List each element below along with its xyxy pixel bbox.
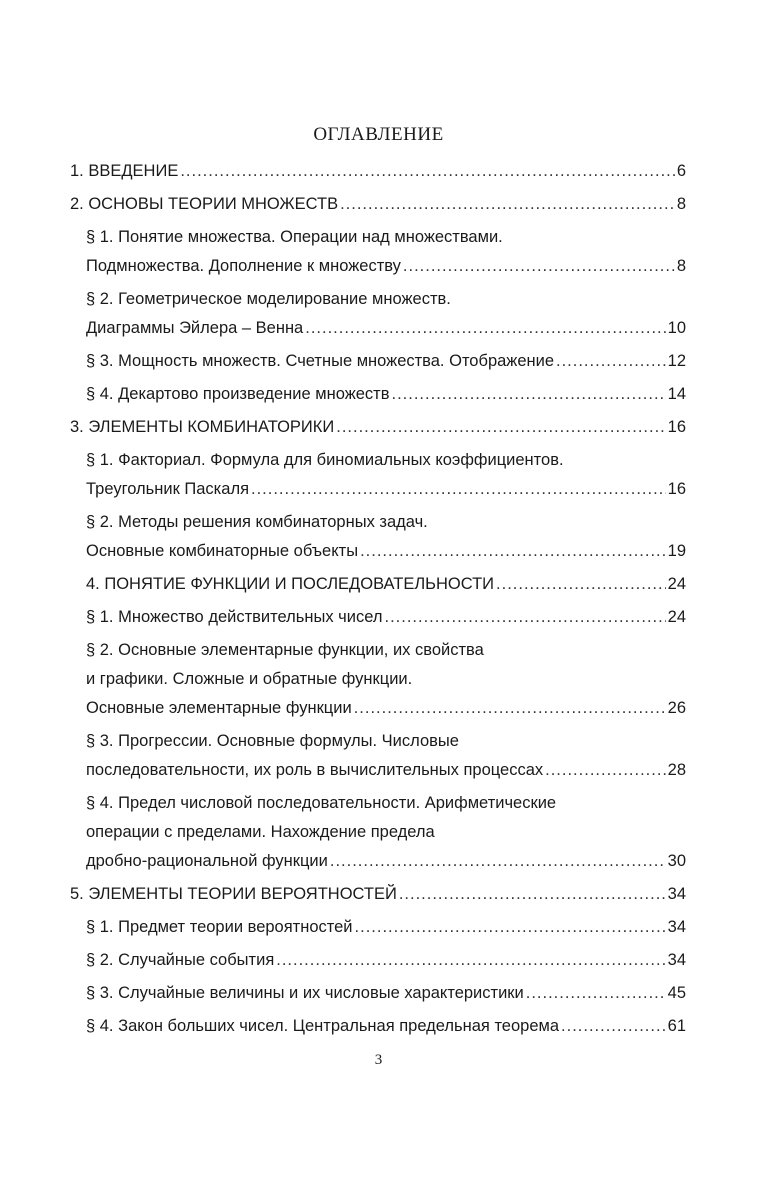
toc-entry-line: операции с пределами. Нахождение предела bbox=[86, 823, 435, 841]
dot-leader bbox=[545, 756, 666, 785]
dot-leader bbox=[305, 314, 665, 343]
dot-leader bbox=[399, 880, 666, 909]
toc-entry-line: § 4. Предел числовой последовательности. Арифметические bbox=[86, 794, 557, 812]
toc-entry-page: 12 bbox=[667, 352, 686, 370]
toc-entry[interactable] bbox=[70, 380, 686, 409]
toc-entry[interactable] bbox=[70, 223, 686, 281]
toc-entry-title: § 4. Декартово произведение множеств bbox=[86, 385, 390, 403]
toc-entry[interactable] bbox=[70, 190, 686, 219]
toc-entry-title: последовательности, их роль в вычислительных процессах bbox=[86, 761, 544, 779]
dot-leader bbox=[526, 979, 666, 1008]
dot-leader bbox=[561, 1012, 666, 1041]
toc-entry[interactable] bbox=[70, 157, 686, 186]
toc-entry-page: 24 bbox=[667, 608, 686, 626]
toc-entry-title: Подмножества. Дополнение к множеству bbox=[86, 257, 401, 275]
page-title: ОГЛАВЛЕНИЕ bbox=[313, 124, 444, 145]
toc-entry-title: 5. ЭЛЕМЕНТЫ ТЕОРИИ ВЕРОЯТНОСТЕЙ bbox=[70, 885, 397, 903]
dot-leader bbox=[180, 157, 674, 186]
dot-leader bbox=[355, 913, 666, 942]
toc-entry-page: 61 bbox=[667, 1017, 686, 1035]
table-of-contents bbox=[70, 157, 686, 1041]
dot-leader bbox=[392, 380, 666, 409]
dot-leader bbox=[330, 847, 666, 876]
dot-leader bbox=[336, 413, 665, 442]
toc-entry-page: 30 bbox=[667, 852, 686, 870]
dot-leader bbox=[276, 946, 665, 975]
dot-leader bbox=[354, 694, 666, 723]
toc-entry-title: Диаграммы Эйлера – Венна bbox=[86, 319, 304, 337]
dot-leader bbox=[340, 190, 675, 219]
dot-leader bbox=[496, 570, 666, 599]
dot-leader bbox=[251, 475, 666, 504]
toc-entry-title: § 3. Случайные величины и их числовые характеристики bbox=[86, 984, 524, 1002]
toc-entry-page: 8 bbox=[676, 195, 686, 213]
toc-entry-title: 1. ВВЕДЕНИЕ bbox=[70, 162, 179, 180]
toc-entry-title: 2. ОСНОВЫ ТЕОРИИ МНОЖЕСТВ bbox=[70, 195, 339, 213]
toc-entry-page: 16 bbox=[667, 480, 686, 498]
toc-entry-page: 45 bbox=[667, 984, 686, 1002]
toc-entry-line: § 2. Геометрическое моделирование множеств. bbox=[86, 290, 451, 308]
toc-entry[interactable] bbox=[70, 979, 686, 1008]
toc-entry[interactable] bbox=[70, 285, 686, 343]
toc-entry[interactable] bbox=[70, 789, 686, 876]
toc-entry[interactable] bbox=[70, 880, 686, 909]
toc-entry-page: 26 bbox=[667, 699, 686, 717]
toc-entry-page: 14 bbox=[667, 385, 686, 403]
toc-entry-page: 8 bbox=[676, 257, 686, 275]
toc-entry-title: Основные комбинаторные объекты bbox=[86, 542, 359, 560]
toc-entry[interactable] bbox=[70, 1012, 686, 1041]
toc-entry-page: 16 bbox=[667, 418, 686, 436]
toc-entry-page: 28 bbox=[667, 761, 686, 779]
toc-entry-page: 34 bbox=[667, 918, 686, 936]
dot-leader bbox=[403, 252, 675, 281]
toc-entry-page: 34 bbox=[667, 885, 686, 903]
toc-entry-title: Треугольник Паскаля bbox=[86, 480, 250, 498]
toc-entry-title: § 2. Случайные события bbox=[86, 951, 275, 969]
dot-leader bbox=[556, 347, 666, 376]
toc-entry-title: § 3. Мощность множеств. Счетные множества. Отображение bbox=[86, 352, 555, 370]
toc-entry[interactable] bbox=[70, 727, 686, 785]
toc-entry-page: 34 bbox=[667, 951, 686, 969]
toc-entry-line: § 2. Методы решения комбинаторных задач. bbox=[86, 513, 428, 531]
toc-entry-line: и графики. Сложные и обратные функции. bbox=[86, 670, 413, 688]
toc-entry-title: дробно-рациональной функции bbox=[86, 852, 328, 870]
toc-entry-title: § 4. Закон больших чисел. Центральная предельная теорема bbox=[86, 1017, 560, 1035]
toc-entry-line: § 2. Основные элементарные функции, их свойства bbox=[86, 641, 484, 659]
toc-entry[interactable] bbox=[70, 413, 686, 442]
toc-entry[interactable] bbox=[70, 913, 686, 942]
toc-entry-title: § 1. Множество действительных чисел bbox=[86, 608, 383, 626]
toc-entry-title: § 1. Предмет теории вероятностей bbox=[86, 918, 353, 936]
toc-entry[interactable] bbox=[70, 446, 686, 504]
dot-leader bbox=[384, 603, 665, 632]
toc-entry-title: Основные элементарные функции bbox=[86, 699, 352, 717]
toc-entry-line: § 1. Понятие множества. Операции над множествами. bbox=[86, 228, 503, 246]
toc-entry[interactable] bbox=[70, 347, 686, 376]
page-number: 3 bbox=[374, 1052, 383, 1068]
toc-entry[interactable] bbox=[70, 946, 686, 975]
toc-entry-line: § 1. Факториал. Формула для биномиальных коэффициентов. bbox=[86, 451, 564, 469]
toc-entry-line: § 3. Прогрессии. Основные формулы. Числовые bbox=[86, 732, 459, 750]
toc-entry-page: 19 bbox=[667, 542, 686, 560]
dot-leader bbox=[360, 537, 666, 566]
toc-entry-page: 24 bbox=[667, 575, 686, 593]
toc-entry[interactable] bbox=[70, 570, 686, 599]
toc-entry-title: 3. ЭЛЕМЕНТЫ КОМБИНАТОРИКИ bbox=[70, 418, 335, 436]
toc-entry-page: 10 bbox=[667, 319, 686, 337]
toc-entry[interactable] bbox=[70, 603, 686, 632]
toc-entry-page: 6 bbox=[676, 162, 686, 180]
toc-entry[interactable] bbox=[70, 636, 686, 723]
toc-entry-title: 4. ПОНЯТИЕ ФУНКЦИИ И ПОСЛЕДОВАТЕЛЬНОСТИ bbox=[86, 575, 495, 593]
toc-entry[interactable] bbox=[70, 508, 686, 566]
